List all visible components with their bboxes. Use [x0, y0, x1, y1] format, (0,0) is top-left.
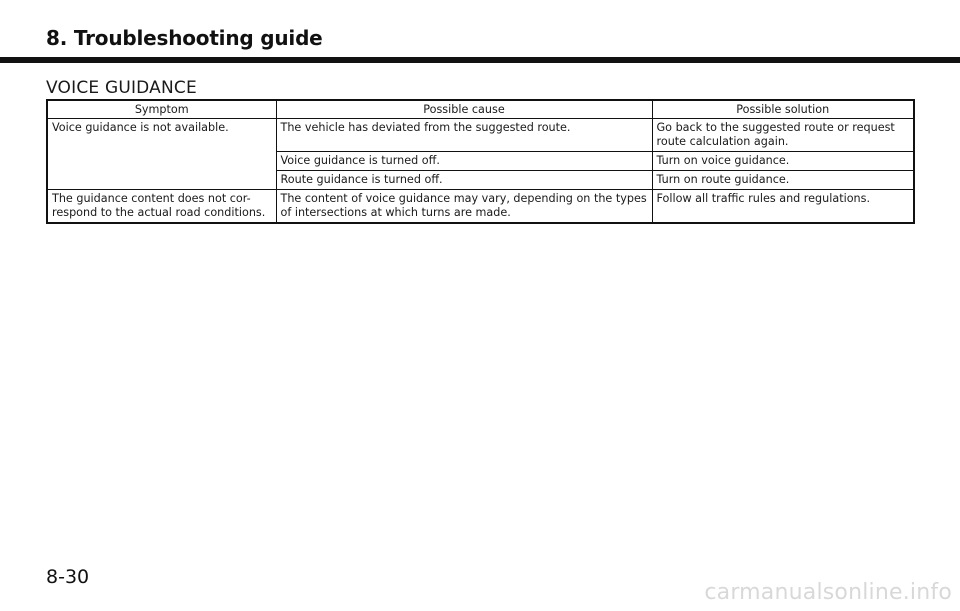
- solution-cell: Go back to the suggested route or request route calculation again.: [652, 119, 914, 152]
- cause-cell: The content of voice guidance may vary, depending on the types of intersections at which turns are made.: [276, 190, 652, 224]
- cause-cell: The vehicle has deviated from the suggested route.: [276, 119, 652, 152]
- solution-cell: Follow all traffic rules and regulations.: [652, 190, 914, 224]
- symptom-cell: The guidance content does not cor- respond to the actual road conditions.: [47, 190, 276, 224]
- column-header-symptom: Symptom: [47, 100, 276, 119]
- solution-cell: Turn on voice guidance.: [652, 152, 914, 171]
- page-number: 8-30: [46, 566, 90, 588]
- column-header-solution: Possible solution: [652, 100, 914, 119]
- troubleshooting-table: [46, 99, 915, 224]
- cause-cell: Route guidance is turned off.: [276, 171, 652, 190]
- table-row: [47, 119, 914, 152]
- header-rule: [0, 57, 960, 63]
- cause-cell: Voice guidance is turned off.: [276, 152, 652, 171]
- chapter-title: 8. Troubleshooting guide: [46, 26, 323, 50]
- watermark: carmanualsonline.info: [704, 580, 952, 605]
- troubleshooting-table-wrapper: [46, 99, 913, 224]
- table-header-row: [47, 100, 914, 119]
- table-row: [47, 190, 914, 224]
- symptom-cell: Voice guidance is not available.: [47, 119, 276, 190]
- column-header-cause: Possible cause: [276, 100, 652, 119]
- section-header: [0, 0, 960, 66]
- section-heading: VOICE GUIDANCE: [46, 78, 197, 98]
- solution-cell: Turn on route guidance.: [652, 171, 914, 190]
